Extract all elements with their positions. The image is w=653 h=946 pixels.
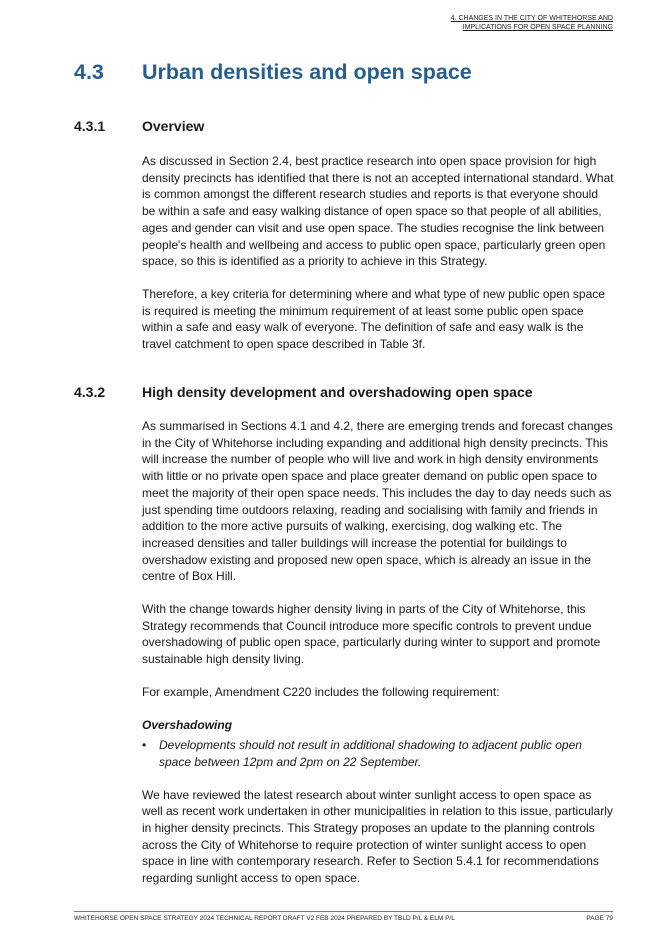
running-header-line-2: IMPLICATIONS FOR OPEN SPACE PLANNING bbox=[462, 23, 613, 31]
running-header bbox=[451, 15, 613, 32]
subsection-1-number: 4.3.1 bbox=[74, 118, 106, 134]
requirement-bullet bbox=[142, 737, 614, 770]
overview-paragraph-2: Therefore, a key criteria for determining where and what type of new public open space is required is meeting the minimum requirement of at least some public open space within a safe and easy walk of everyone. The definition of safe and easy walk is the travel catchment to open space described in Table 3f. bbox=[142, 286, 605, 352]
overview-paragraph-1: As discussed in Section 2.4, best practice research into open space provision for high density precincts has identified that there is not an accepted international standard. What is common amongst the different research studies and reports is that everyone should be within a safe and easy walking distance of open space so that people of all abilities, ages and gender can visit and use open space. The studies recognise the link between people's health and wellbeing and access to public open space, particularly green open space, so this is identified as a priority to achieve in this Strategy. bbox=[142, 154, 614, 269]
footer-document-info: WHITEHORSE OPEN SPACE STRATEGY 2024 TECHNICAL REPORT DRAFT V2 FEB 2024 PREPARED BY TBLD P/L & ELM P/L bbox=[74, 915, 455, 922]
section-title: Urban densities and open space bbox=[142, 60, 472, 84]
density-closing-paragraph: We have reviewed the latest research about winter sunlight access to open space as well as recent work undertaken in other municipalities in relation to this issue, particularly in higher density precincts. This Strategy proposes an update to the planning controls across the City of Whitehorse to require protection of winter sunlight access to open space in line with contemporary research. Refer to Section 5.4.1 for recommendations regarding sunlight access to open space. bbox=[142, 787, 613, 886]
footer-divider bbox=[74, 911, 613, 912]
subsection-1-title: Overview bbox=[142, 118, 205, 134]
density-paragraph-3: For example, Amendment C220 includes the following requirement: bbox=[142, 684, 500, 699]
subsection-2-body bbox=[142, 418, 614, 887]
running-header-line-1: 4. CHANGES IN THE CITY OF WHITEHORSE AND bbox=[450, 15, 613, 22]
section-number: 4.3 bbox=[74, 60, 104, 84]
subsection-2-title: High density development and overshadowing open space bbox=[142, 384, 533, 400]
subsection-2-number: 4.3.2 bbox=[74, 384, 106, 400]
subsection-1-body bbox=[142, 153, 614, 353]
bullet-marker: • bbox=[142, 738, 147, 753]
density-paragraph-2: With the change towards higher density living in parts of the City of Whitehorse, this Strategy recommends that Council introduce more specific controls to prevent undue overshadowing of public open space, particularly during winter to support and promote sustainable high density living. bbox=[142, 602, 601, 667]
footer-page-number: PAGE 79 bbox=[586, 915, 613, 922]
requirement-heading: Overshadowing bbox=[142, 717, 233, 732]
requirement-bullet-text: Developments should not result in additional shadowing to adjacent public open space between 12pm and 2pm on 22 September. bbox=[159, 738, 582, 769]
density-paragraph-1: As summarised in Sections 4.1 and 4.2, there are emerging trends and forecast changes in the City of Whitehorse including expanding and additional high density precincts. This will increase the number of people who will live and work in high density environments with little or no private open space and place greater demand on public open space to meet the majority of their open space needs. This includes the day to day needs such as just spending time outdoors relaxing, reading and socialising with family and friends in addition to the more active pursuits of walking, exercising, dog walking etc. The increased densities and taller buildings will increase the potential for buildings to overshadow existing and proposed new open space, which is already an issue in the centre of Box Hill. bbox=[142, 419, 613, 584]
